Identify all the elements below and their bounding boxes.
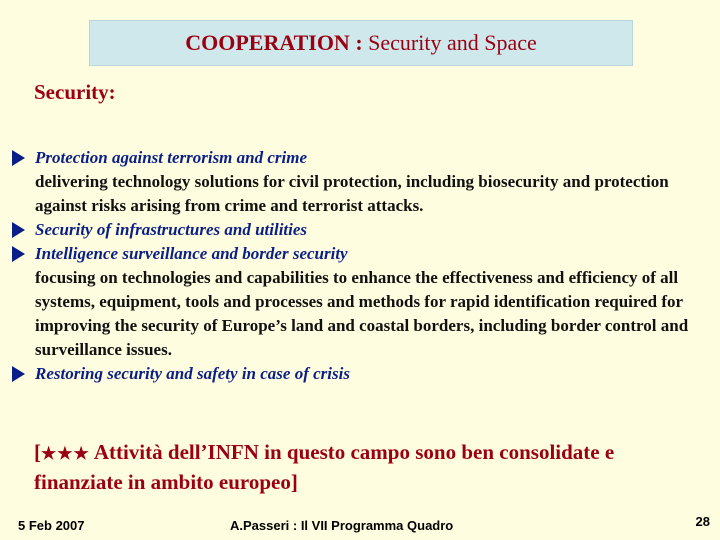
bullet-triangle-icon [12, 222, 25, 238]
infn-note [34, 438, 704, 497]
bullet-triangle-icon [12, 246, 25, 262]
bullet-triangle-icon [12, 150, 25, 166]
footer-author-title: A.Passeri : Il VII Programma Quadro [230, 518, 454, 533]
slide-footer [0, 514, 720, 538]
section-heading: Security: [34, 80, 116, 104]
list-item [0, 362, 720, 386]
item-heading: Restoring security and safety in case of crisis [35, 364, 350, 383]
slide-title [89, 20, 633, 66]
page-number: 28 [695, 514, 710, 529]
title-prefix: COOPERATION : [185, 30, 363, 55]
note-text: Attività dell’INFN in questo campo sono ben consolidate e finanziate in ambito europeo] [34, 440, 615, 494]
bullet-list [0, 146, 720, 386]
list-item [0, 146, 720, 218]
footer-date: 5 Feb 2007 [18, 518, 85, 533]
list-item [0, 218, 720, 242]
item-heading: Security of infrastructures and utilities [35, 220, 308, 239]
note-bracket: [ [34, 440, 41, 464]
item-description: delivering technology solutions for civil protection, including biosecurity and protection against risks arising from crime and terrorist attacks. [35, 172, 669, 215]
item-heading: Intelligence surveillance and border security [35, 244, 348, 263]
list-item [0, 242, 720, 362]
item-description: focusing on technologies and capabilities to enhance the effectiveness and efficiency of all systems, equipment, tools and processes and methods for rapid identification required for improving the security of Europe’s land and coastal borders, including border control and surveillance issues. [35, 268, 689, 359]
bullet-triangle-icon [12, 366, 25, 382]
item-heading: Protection against terrorism and crime [35, 148, 308, 167]
star-icons: ★★★ [41, 444, 90, 463]
title-rest: Security and Space [368, 30, 537, 55]
